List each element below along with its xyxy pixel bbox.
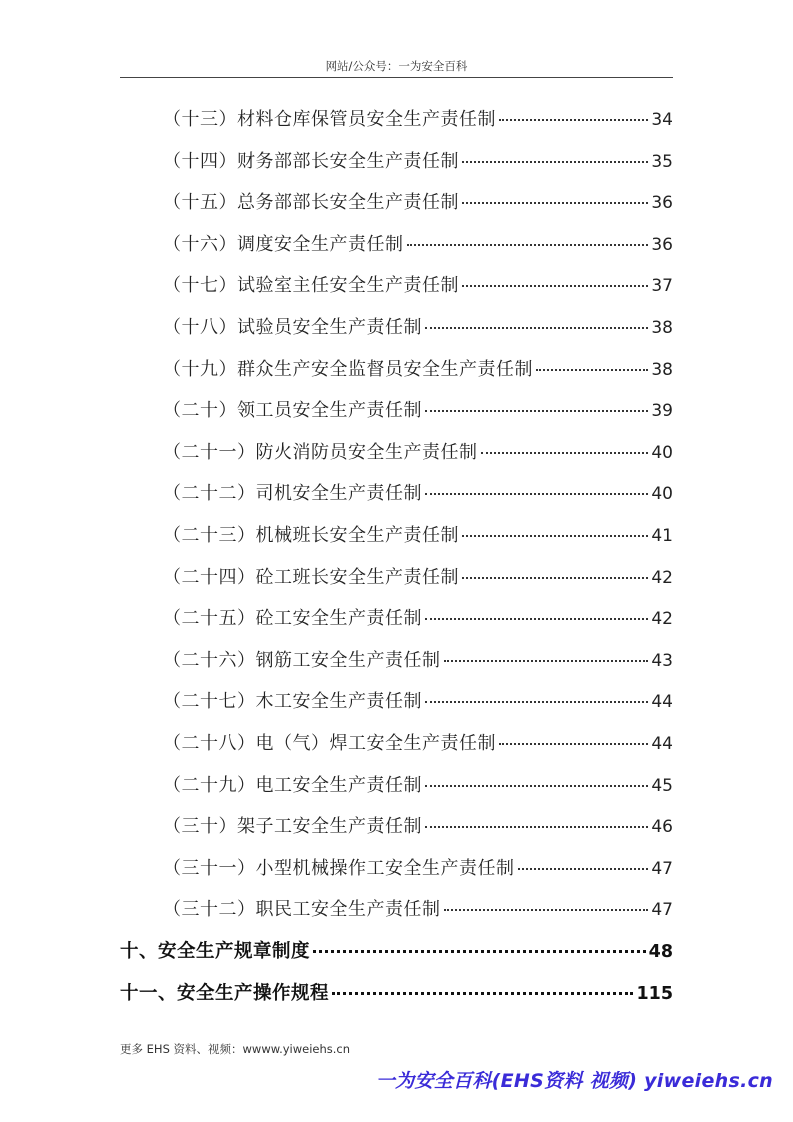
toc-entry-title: （二十）领工员安全生产责任制: [163, 400, 422, 421]
toc-entry-title: （十九）群众生产安全监督员安全生产责任制: [163, 359, 533, 380]
toc-entry[interactable]: [163, 355, 673, 381]
toc-dot-leader: [518, 868, 649, 870]
toc-dot-leader: [481, 452, 649, 454]
toc-dot-leader: [407, 244, 649, 246]
toc-entry[interactable]: [163, 188, 673, 214]
toc-dot-leader: [444, 660, 649, 662]
toc-dot-leader: [425, 618, 648, 620]
toc-entry[interactable]: [163, 521, 673, 547]
toc-dot-leader: [425, 785, 648, 787]
toc-entry[interactable]: [163, 771, 673, 797]
toc-section-title: 十一、安全生产操作规程: [120, 983, 330, 1004]
toc-entry-page: 39: [651, 401, 673, 421]
toc-dot-leader: [462, 535, 648, 537]
toc-section-page: 115: [636, 984, 673, 1004]
toc-entry[interactable]: [163, 147, 673, 173]
toc-entry-page: 35: [651, 152, 673, 172]
toc-section[interactable]: [120, 979, 673, 1005]
toc-entry-page: 44: [651, 692, 673, 712]
toc-entry-page: 37: [651, 276, 673, 296]
toc-entry-title: （十六）调度安全生产责任制: [163, 234, 404, 255]
toc-entry-page: 42: [651, 568, 673, 588]
toc-section[interactable]: [120, 937, 673, 963]
toc-entry-title: （二十六）钢筋工安全生产责任制: [163, 650, 441, 671]
toc-dot-leader: [425, 327, 648, 329]
toc-entry[interactable]: [163, 729, 673, 755]
toc-entry[interactable]: [163, 854, 673, 880]
toc-dot-leader: [425, 410, 648, 412]
toc-dot-leader: [462, 285, 648, 287]
toc-dot-leader: [425, 493, 648, 495]
toc-entry[interactable]: [163, 812, 673, 838]
toc-dot-leader: [313, 950, 646, 953]
toc-entry-page: 34: [651, 110, 673, 130]
toc-entry[interactable]: [163, 895, 673, 921]
toc-entry[interactable]: [163, 563, 673, 589]
toc-dot-leader: [425, 701, 648, 703]
toc-dot-leader: [536, 369, 648, 371]
toc-entry-page: 42: [651, 609, 673, 629]
toc-entry[interactable]: [163, 313, 673, 339]
toc-entry[interactable]: [163, 230, 673, 256]
footer-note: 更多 EHS 资料、视频：wwww.yiweiehs.cn: [120, 1042, 351, 1056]
toc-dot-leader: [332, 992, 633, 995]
toc-dot-leader: [499, 743, 648, 745]
toc-entry-page: 40: [651, 443, 673, 463]
toc-entry-page: 40: [651, 484, 673, 504]
toc-entry[interactable]: [163, 687, 673, 713]
toc-entry-title: （二十一）防火消防员安全生产责任制: [163, 442, 478, 463]
toc-dot-leader: [462, 161, 648, 163]
toc-entry-page: 36: [651, 235, 673, 255]
toc-entry-title: （三十二）职民工安全生产责任制: [163, 899, 441, 920]
toc-dot-leader: [425, 826, 648, 828]
toc-entry-title: （二十三）机械班长安全生产责任制: [163, 525, 459, 546]
toc-entry-page: 43: [651, 651, 673, 671]
toc-dot-leader: [444, 909, 649, 911]
toc-entry[interactable]: [163, 479, 673, 505]
toc-entry-page: 47: [651, 859, 673, 879]
toc-dot-leader: [499, 119, 648, 121]
toc-entry[interactable]: [163, 105, 673, 131]
toc-entry-page: 38: [651, 360, 673, 380]
toc-entry-title: （十八）试验员安全生产责任制: [163, 317, 422, 338]
toc-entry-title: （二十五）砼工安全生产责任制: [163, 608, 422, 629]
toc-entry-page: 38: [651, 318, 673, 338]
toc-section-title: 十、安全生产规章制度: [120, 941, 311, 962]
toc-entry-page: 36: [651, 193, 673, 213]
toc-entry[interactable]: [163, 646, 673, 672]
page-header: 网站/公众号：一为安全百科: [325, 59, 468, 73]
toc-section-page: 48: [648, 942, 673, 962]
toc-entry-title: （十五）总务部部长安全生产责任制: [163, 192, 459, 213]
toc-dot-leader: [462, 577, 648, 579]
toc-dot-leader: [462, 202, 648, 204]
toc-entry-title: （二十七）木工安全生产责任制: [163, 691, 422, 712]
toc-entry-title: （二十八）电（气）焊工安全生产责任制: [163, 733, 496, 754]
toc-entry-title: （二十四）砼工班长安全生产责任制: [163, 567, 459, 588]
toc-entry[interactable]: [163, 438, 673, 464]
toc-entry-page: 46: [651, 817, 673, 837]
toc-entry-title: （三十一）小型机械操作工安全生产责任制: [163, 858, 515, 879]
toc-entry-title: （十三）材料仓库保管员安全生产责任制: [163, 109, 496, 130]
toc-entry-title: （二十二）司机安全生产责任制: [163, 483, 422, 504]
toc-entry-title: （三十）架子工安全生产责任制: [163, 816, 422, 837]
toc-entry-title: （二十九）电工安全生产责任制: [163, 775, 422, 796]
toc-entry-page: 47: [651, 900, 673, 920]
toc-entry-page: 45: [651, 776, 673, 796]
toc-entry[interactable]: [163, 604, 673, 630]
toc-entry-title: （十七）试验室主任安全生产责任制: [163, 275, 459, 296]
toc-entry[interactable]: [163, 396, 673, 422]
watermark-text: 一为安全百科(EHS资料 视频) yiweiehs.cn: [375, 1070, 773, 1092]
toc-entry-page: 41: [651, 526, 673, 546]
toc-entry[interactable]: [163, 271, 673, 297]
toc-entry-title: （十四）财务部部长安全生产责任制: [163, 151, 459, 172]
toc-entry-page: 44: [651, 734, 673, 754]
